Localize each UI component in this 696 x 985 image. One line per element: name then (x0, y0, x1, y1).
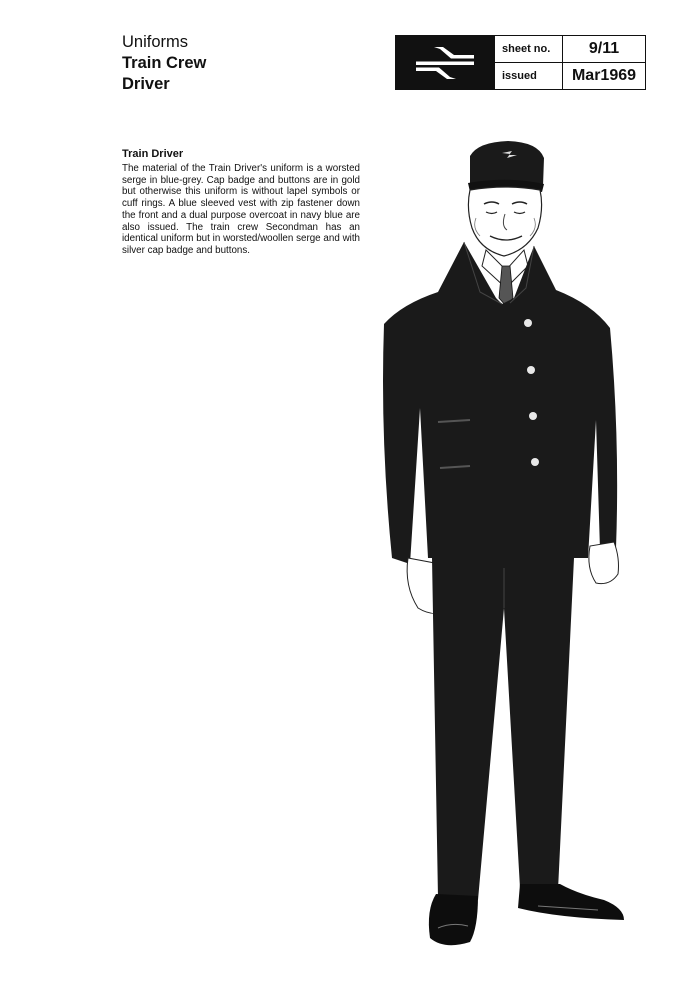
issued-value: Mar1969 (562, 63, 645, 90)
double-arrow-icon (414, 46, 476, 80)
description-heading: Train Driver (122, 148, 184, 160)
issued-label: issued (494, 63, 562, 90)
jacket-button (529, 412, 537, 420)
sheet-number-value: 9/11 (562, 36, 645, 63)
left-shoe (429, 894, 478, 945)
jacket-button (527, 366, 535, 374)
right-hand (589, 542, 619, 584)
page-title: Driver (122, 75, 170, 93)
sheet-info-grid (494, 36, 645, 89)
category-title: Uniforms (122, 33, 189, 51)
trousers (432, 558, 574, 900)
sheet-number-label: sheet no. (494, 36, 562, 63)
british-rail-logo (396, 36, 494, 89)
jacket-button (524, 319, 532, 327)
title-block (122, 32, 206, 95)
driver-illustration (378, 138, 628, 958)
right-shoe (518, 884, 624, 920)
driver-figure-svg (378, 138, 628, 953)
face (468, 187, 541, 256)
description-block (122, 148, 360, 257)
cap (470, 141, 544, 186)
description-body: The material of the Train Driver's uniform is a worsted serge in blue-grey. Cap badge and buttons are in gold but otherwise this uniform is without lapel symbols or cuff rings. A blue sleeved vest with zip fastener down the front and a dual purpose overcoat in navy blue are also issued. The train crew Secondman has an identical uniform but in worsted/woollen serge and with silver cap badge and buttons. (122, 163, 360, 256)
jacket-button (531, 458, 539, 466)
section-title: Train Crew (122, 54, 207, 72)
sheet-info-box (395, 35, 646, 90)
